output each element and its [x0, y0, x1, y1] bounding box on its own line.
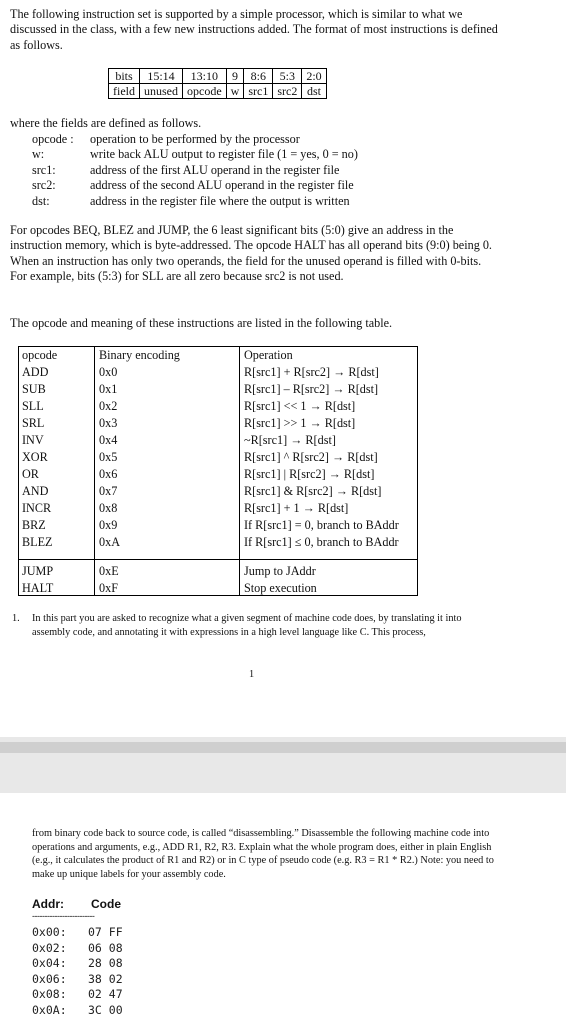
opcode-table-row	[19, 534, 417, 551]
table-divider	[19, 559, 417, 560]
table-intro: The opcode and meaning of these instructions are listed in the following table.	[10, 316, 393, 330]
format-cell: field	[109, 84, 140, 99]
encoding-cell: 0x0	[99, 365, 118, 379]
operation-cell: Stop execution	[244, 581, 317, 595]
encoding-cell: 0xA	[99, 535, 120, 549]
opcodes-paragraph: For opcodes BEQ, BLEZ and JUMP, the 6 least significant bits (5:0) give an address in the instruction memory, which is byte-addressed. The opcode HALT has all operand bits (9:0) being 0. When an instruction has only two operands, the field for the unused operand is filled with 0-bits. For example, bits (5:3) for SLL are all zero because src2 is not used.	[10, 223, 492, 284]
format-bits-row	[109, 69, 327, 84]
operation-cell: R[src1] >> 1 → R[dst]	[244, 416, 356, 430]
operation-cell: If R[src1] ≤ 0, branch to BAddr	[244, 535, 399, 549]
format-cell: src2	[273, 84, 302, 99]
operation-cell: R[src1] | R[src2] → R[dst]	[244, 467, 375, 481]
code-bytes: 28 08	[88, 956, 123, 971]
opcode-table-row	[19, 364, 417, 381]
code-address: 0x00:	[32, 925, 67, 939]
format-cell: opcode	[183, 84, 227, 99]
addr-header: Addr:	[32, 897, 64, 911]
format-cell: unused	[140, 84, 183, 99]
field-def-row: w: write back ALU output to register file (1 = yes, 0 = no)	[32, 147, 358, 162]
format-cell: 9	[226, 69, 244, 84]
operation-cell: R[src1] ^ R[src2] → R[dst]	[244, 450, 378, 464]
opcode-table-row	[19, 398, 417, 415]
opcode-cell: XOR	[22, 450, 48, 464]
encoding-cell: 0x6	[99, 467, 118, 481]
page-separator	[0, 742, 566, 753]
question-part-2: from binary code back to source code, is called “disassembling.” Disassemble the following machine code into operations and arguments, e.g., ADD R1, R2, R3. Explain what the whole program does, either in plain English (e.g., it calculates the product of R1 and R2) or in C type of pseudo code (e.g. R3 = R1 * R2.) Note: you need to make up unique labels for your assembly code.	[32, 828, 494, 880]
encoding-cell: 0x5	[99, 450, 118, 464]
operation-cell: R[src1] – R[src2] → R[dst]	[244, 382, 379, 396]
question-part-1: In this part you are asked to recognize what a given segment of machine code does, by translating it into assembly code, and annotating it with expressions in a high level language like C. This process,	[32, 613, 462, 638]
code-address: 0x02:	[32, 940, 67, 955]
encoding-cell: 0x4	[99, 433, 118, 447]
encoding-cell: 0xF	[99, 581, 118, 595]
opcode-table-row	[19, 466, 417, 483]
operation-cell: R[src1] << 1 → R[dst]	[244, 399, 356, 413]
format-cell: dst	[302, 84, 326, 99]
code-address: 0x04:	[32, 956, 67, 971]
opcode-table-row	[19, 415, 417, 432]
operation-cell: R[src1] & R[src2] → R[dst]	[244, 484, 382, 498]
field-def-row: dst: address in the register file where the output is written	[32, 193, 350, 208]
opcode-table-row	[19, 483, 417, 500]
question-number: 1.	[12, 613, 20, 624]
opcode-table-row	[19, 517, 417, 534]
opcode-table-row	[19, 500, 417, 517]
field-def-row: opcode : operation to be performed by the processor	[32, 132, 300, 146]
code-row	[32, 972, 123, 988]
code-bytes: 38 02	[88, 971, 123, 986]
encoding-cell: 0x3	[99, 416, 118, 430]
opcode-cell: SRL	[22, 416, 45, 430]
code-bytes: 07 FF	[88, 925, 123, 939]
opcode-table	[18, 346, 418, 596]
format-cell: 8:6	[244, 69, 273, 84]
opcode-cell: AND	[22, 484, 49, 498]
format-cell: 13:10	[183, 69, 227, 84]
format-cell: w	[226, 84, 244, 99]
opcode-cell: ADD	[22, 365, 49, 379]
format-cell: 15:14	[140, 69, 183, 84]
operation-cell: R[src1] + R[src2] → R[dst]	[244, 365, 379, 379]
opcode-cell: BLEZ	[22, 535, 53, 549]
code-row	[32, 987, 123, 1003]
format-cell: 5:3	[273, 69, 302, 84]
opcode-cell: JUMP	[22, 564, 54, 578]
code-address: 0x06:	[32, 971, 67, 986]
opcode-cell: HALT	[22, 581, 54, 595]
format-cell: 2:0	[302, 69, 326, 84]
opcode-cell: INV	[22, 433, 44, 447]
code-row	[32, 925, 123, 941]
operation-cell: Operation	[244, 348, 293, 362]
field-def-row: src2: address of the second ALU operand in the register file	[32, 178, 354, 193]
opcode-table-row	[19, 563, 417, 580]
encoding-cell: 0x9	[99, 518, 118, 532]
format-fields-row	[109, 84, 327, 99]
page-gap	[0, 737, 566, 793]
code-bytes: 3C 00	[88, 1002, 123, 1017]
encoding-cell: 0x7	[99, 484, 118, 498]
opcode-cell: BRZ	[22, 518, 46, 532]
encoding-cell: 0x8	[99, 501, 118, 515]
opcode-table-header	[19, 347, 417, 364]
code-address: 0x0A:	[32, 1002, 67, 1017]
code-row	[32, 1003, 123, 1019]
code-header-label: Code	[91, 897, 121, 911]
instruction-format-table	[108, 68, 327, 99]
code-address: 0x08:	[32, 987, 67, 1002]
operation-cell: If R[src1] = 0, branch to BAddr	[244, 518, 399, 532]
format-cell: bits	[109, 69, 140, 84]
code-bytes: 06 08	[88, 940, 123, 955]
encoding-cell: Binary encoding	[99, 348, 180, 362]
field-def-row: src1: address of the first ALU operand in the register file	[32, 162, 340, 177]
operation-cell: Jump to JAddr	[244, 564, 316, 578]
opcode-table-row	[19, 381, 417, 398]
intro-paragraph: The following instruction set is supported by a simple processor, which is similar to what we discussed in the class, with a few new instructions added. The format of most instructions is defined as follows.	[10, 7, 498, 52]
page-number: 1	[249, 669, 255, 680]
code-row	[32, 956, 123, 972]
opcode-cell: opcode	[22, 348, 58, 362]
field-definitions	[32, 132, 358, 209]
operation-cell: ~R[src1] → R[dst]	[244, 433, 336, 447]
opcode-table-row	[19, 449, 417, 466]
encoding-cell: 0xE	[99, 564, 119, 578]
encoding-cell: 0x1	[99, 382, 118, 396]
page-2	[0, 793, 566, 1024]
opcode-cell: INCR	[22, 501, 52, 515]
opcode-cell: SLL	[22, 399, 44, 413]
format-cell: src1	[244, 84, 273, 99]
opcode-table-row	[19, 432, 417, 449]
code-listing	[32, 925, 123, 1019]
opcode-table-row	[19, 580, 417, 597]
opcode-cell: SUB	[22, 382, 46, 396]
opcode-cell: OR	[22, 467, 39, 481]
fields-intro: where the fields are defined as follows.	[10, 116, 202, 130]
code-row	[32, 941, 123, 957]
operation-cell: R[src1] + 1 → R[dst]	[244, 501, 349, 515]
code-bytes: 02 47	[88, 987, 123, 1002]
code-separator: -------------------------	[32, 911, 95, 921]
encoding-cell: 0x2	[99, 399, 118, 413]
